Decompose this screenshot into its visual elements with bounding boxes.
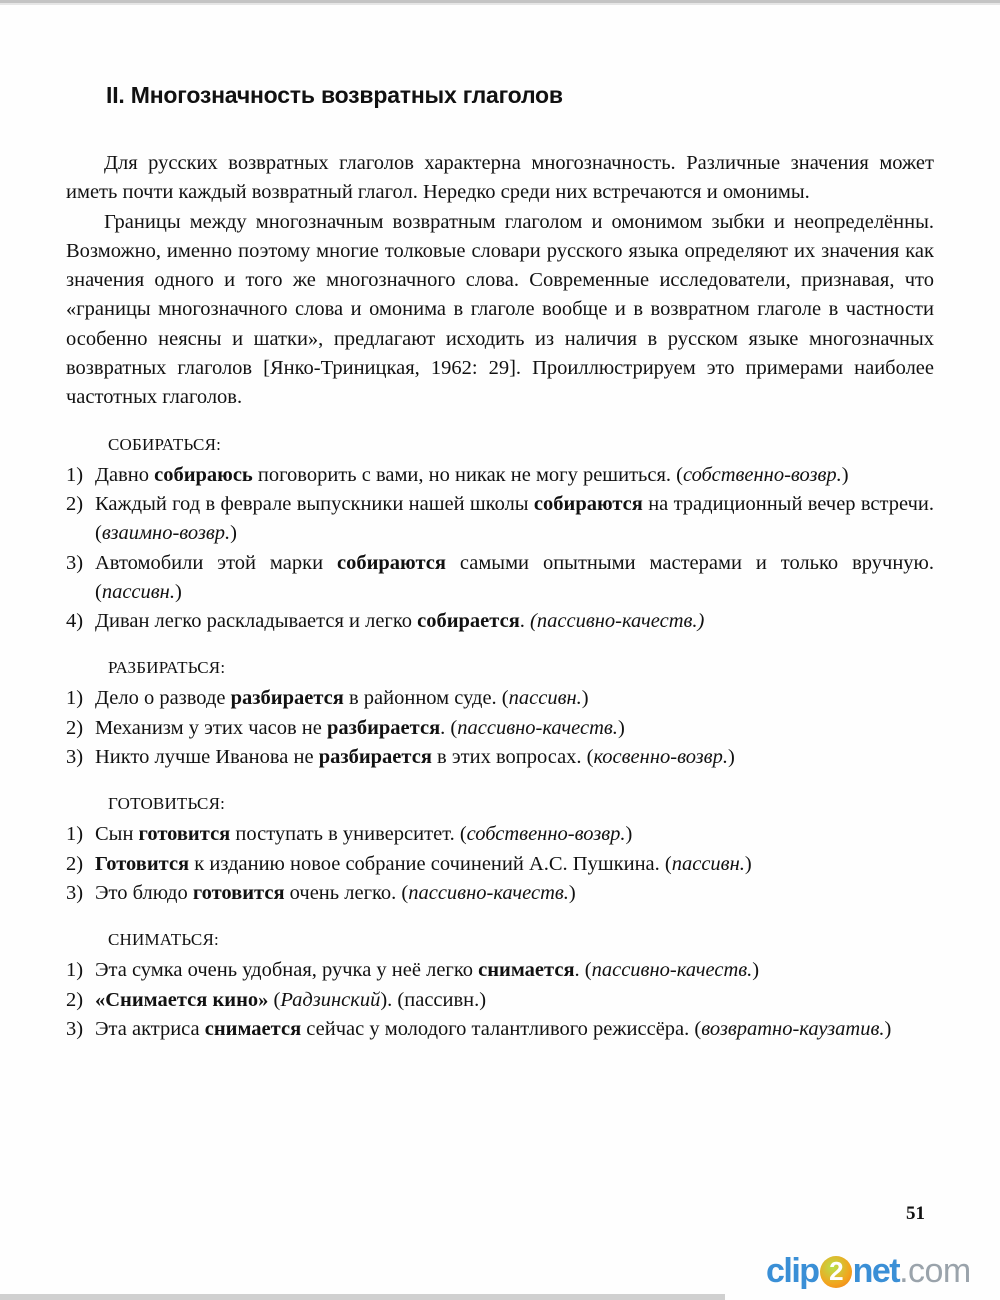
verb-heading: СНИМАТЬСЯ: [108,930,219,950]
example-item [66,714,934,743]
example-text-before: Автомобили этой марки [95,551,337,574]
example-text-end: ) [744,852,752,875]
example-verb: «Снимается кино» [95,988,269,1011]
example-number: 1) [66,823,84,846]
example-item [66,607,934,636]
example-meaning-label: пассивн. [508,687,582,710]
example-item [66,850,934,879]
example-text-end: ) [174,580,182,603]
example-text-end: ). (пассивн.) [380,988,487,1011]
example-text-after: к изданию новое собрание сочинений А.С. Пушкина. ( [189,852,672,875]
example-meaning-label: взаимно-возвр. [101,522,231,545]
intro-paragraph: Границы между многозначным возвратным глаголом и омонимом зыбки и неопределённы. Возможно, именно поэтому многие толковые словари русского языка определяют их значения как значения одного и того же многозначного слова. Современные исследователи, признавая, что «границы многозначного слова и омонима в глаголе вообще и в возвратном глаголе в частности особенно неясны и шатки», предлагают исходить из наличия в русском языке многозначных возвратных глаголов [Янко-Триницкая, 1962: 29]. Проиллюстрируем это примерами наиболее частотных глаголов. [66,210,934,409]
example-number: 1) [66,959,84,982]
example-meaning-label: пассивн. [671,852,745,875]
document-page [66,82,934,1044]
example-text-before: Эта сумка очень удобная, ручка у неё легко [95,959,479,982]
example-verb: собираются [336,551,446,574]
top-border-shadow [0,3,1000,5]
example-text-end: ) [581,687,589,710]
example-verb: разбирается [230,687,344,710]
example-text-after: поговорить с вами, но никак не могу решиться. ( [252,463,683,486]
example-number: 2) [66,852,84,875]
example-text-before: Это блюдо [95,881,193,904]
example-text-end: ) [568,881,576,904]
example-verb: разбирается [326,716,441,739]
example-text-end: ) [625,823,633,846]
example-item [66,490,934,549]
example-list [66,956,934,1044]
example-text-after: . [519,610,531,633]
example-text-before: Диван легко раскладывается и легко [95,610,418,633]
example-text-after: самыми опытными мастерами и только вручную. ( [95,551,934,603]
example-text-before: Сын [95,823,139,846]
example-text-after: в этих вопросах. ( [431,746,594,769]
example-text-after: поступать в университет. ( [230,823,467,846]
watermark-logo-icon: 2 [820,1256,852,1288]
intro-text [66,149,934,413]
example-number: 3) [66,1017,84,1040]
verb-section [66,656,934,772]
example-item [66,820,934,849]
example-verb: собираюсь [154,463,253,486]
clip2net-watermark [766,1252,971,1291]
example-text-after: . ( [574,959,592,982]
bottom-scrollbar[interactable] [0,1294,725,1300]
example-meaning-label: пассивно-качеств. [591,959,753,982]
example-text-before: Эта актриса [95,1017,205,1040]
verb-sections [66,433,934,1044]
example-text-end: ) [752,959,760,982]
example-verb: разбирается [318,746,432,769]
example-meaning-label: пассивн. [101,580,175,603]
example-item [66,956,934,985]
example-number: 1) [66,687,84,710]
example-number: 2) [66,716,84,739]
example-meaning-label: косвенно-возвр. [593,746,728,769]
verb-section [66,928,934,1044]
example-verb: собирается [417,610,520,633]
example-number: 4) [66,610,84,633]
section-title: II. Многозначность возвратных глаголов [106,82,563,108]
verb-heading: РАЗБИРАТЬСЯ: [108,658,226,678]
intro-paragraph: Для русских возвратных глаголов характерна многозначность. Различные значения может иметь почти каждый возвратный глагол. Нередко среди них встречаются и омонимы. [66,152,934,204]
example-item [66,684,934,713]
example-verb: снимается [204,1017,302,1040]
example-list [66,820,934,908]
example-text-before: Давно [95,463,155,486]
example-text-end: ) [617,716,625,739]
example-meaning-label: собственно-возвр. [466,823,626,846]
example-meaning-label: возвратно-каузатив. [701,1017,885,1040]
example-verb: готовится [192,881,285,904]
example-text-after: . ( [440,716,458,739]
example-number: 3) [66,746,84,769]
watermark-domain: .com [899,1252,971,1290]
example-verb: снимается [478,959,575,982]
example-text-after: сейчас у молодого талантливого режиссёра. ( [301,1017,702,1040]
example-meaning-label: пассивно-качеств. [457,716,618,739]
example-item [66,1015,934,1044]
example-text-after: ( [268,988,281,1011]
example-item [66,549,934,608]
example-text-before: Дело о разводе [95,687,231,710]
example-text-after: в районном суде. ( [343,687,509,710]
example-meaning-label: собственно-возвр. [682,463,842,486]
example-number: 3) [66,551,84,574]
example-verb: собираются [533,492,643,515]
example-text-end: ) [230,522,237,545]
verb-heading: СОБИРАТЬСЯ: [108,434,222,454]
example-text-after: на традиционный вечер встречи. ( [95,492,934,545]
watermark-net: net [852,1252,900,1290]
example-number: 2) [66,988,84,1011]
watermark-clip: clip [766,1252,819,1290]
example-item [66,743,934,772]
example-meaning-label: (пассивно-качеств.) [530,610,705,633]
example-item [66,986,934,1015]
example-number: 2) [66,492,84,515]
example-text-before: Механизм у этих часов не [95,716,327,739]
page-number: 51 [906,1203,925,1224]
example-number: 3) [66,881,84,904]
example-meaning-label: Радзинский [280,988,381,1011]
example-text-end: ) [841,463,849,486]
verb-heading: ГОТОВИТЬСЯ: [108,794,226,814]
example-meaning-label: пассивно-качеств. [408,881,569,904]
verb-section [66,792,934,908]
example-item [66,461,934,490]
example-list [66,684,934,772]
example-verb: готовится [138,823,231,846]
example-verb: Готовится [95,852,190,875]
example-text-end: ) [884,1017,892,1040]
example-item [66,879,934,908]
example-number: 1) [66,463,84,486]
example-text-before: Каждый год в феврале выпускники нашей школы [95,492,534,515]
example-list [66,461,934,637]
verb-section [66,433,934,637]
example-text-before: Никто лучше Иванова не [95,746,319,769]
example-text-after: очень легко. ( [284,881,409,904]
example-text-end: ) [727,746,735,769]
